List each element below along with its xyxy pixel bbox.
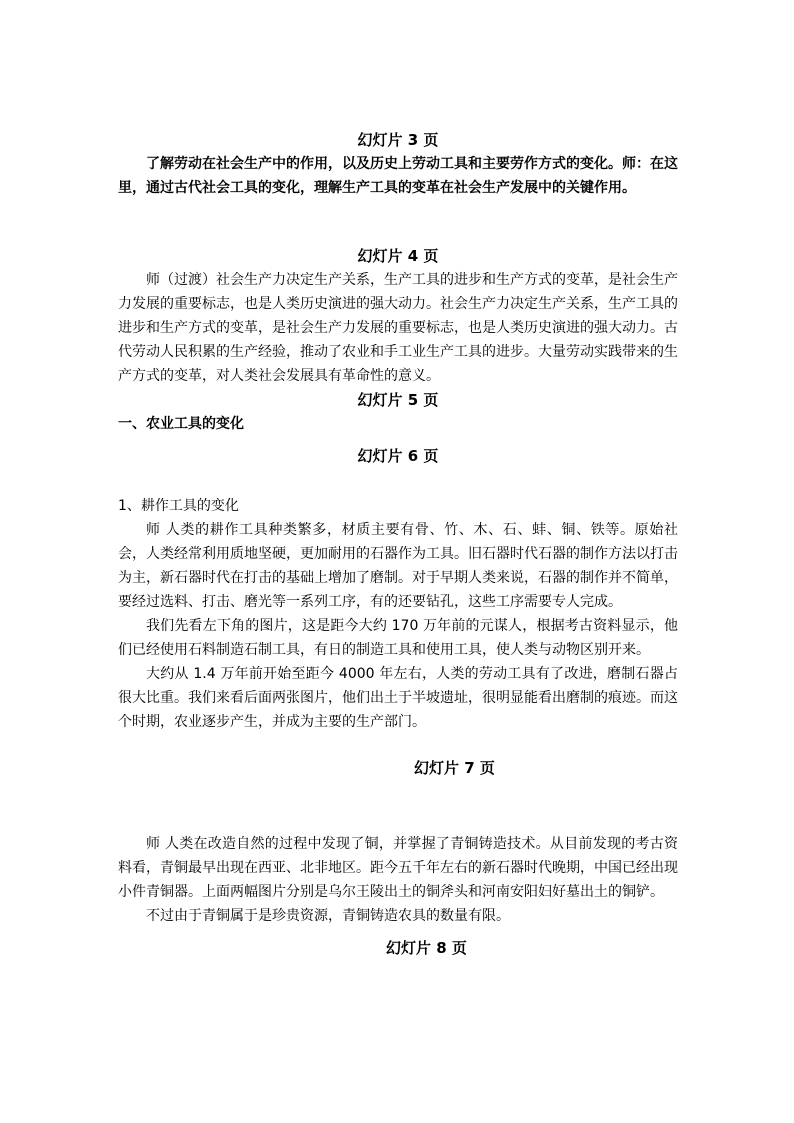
slide-7-paragraph-2: 不过由于青铜属于是珍贵资源，青铜铸造农具的数量有限。	[146, 908, 510, 924]
slide-7-paragraph-1: 师 人类在改造自然的过程中发现了铜，并掌握了青铜铸造技术。从目前发现的考古资料看，青铜最早出现在西亚、北非地区。距今五千年左右的新石器时代晚期，中国已经出现小件青铜器。上面两幅图片分别是乌尔王陵出土的铜斧头和河南安阳妇好墓出土的铜铲。	[118, 836, 678, 900]
slide-3-heading: 幻灯片 3 页	[357, 131, 439, 149]
slide-6-paragraph-1: 师 人类的耕作工具种类繁多，材质主要有骨、竹、木、石、蚌、铜、铁等。原始社会，人类经常利用质地坚硬，更加耐用的石器作为工具。旧石器时代石器的制作方法以打击为主，新石器时代在打击的基础上增加了磨制。对于早期人类来说，石器的制作并不简单，要经过选料、打击、磨光等一系列工序，有的还要钻孔，这些工序需要专人完成。	[118, 522, 678, 610]
slide-8-heading: 幻灯片 8 页	[386, 939, 467, 957]
slide-5-heading: 幻灯片 5 页	[357, 391, 439, 409]
slide-6-paragraph-3: 大约从 1.4 万年前开始至距今 4000 年左右，人类的劳动工具有了改进，磨制石器占很大比重。我们来看后面两张图片，他们出土于半坡遗址，很明显能看出磨制的痕迹。而这个时期，农业逐步产生，并成为主要的生产部门。	[118, 666, 678, 730]
slide-7-heading: 幻灯片 7 页	[414, 759, 495, 777]
slide-3-paragraph: 了解劳动在社会生产中的作用，以及历史上劳动工具和主要劳作方式的变化。师：在这里，通过古代社会工具的变化，理解生产工具的变革在社会生产发展中的关键作用。	[118, 156, 678, 196]
slide-6-paragraph-2: 我们先看左下角的图片，这是距今大约 170 万年前的元谋人，根据考古资料显示，他们已经使用石料制造石制工具，有日的制造工具和使用工具，使人类与动物区别开来。	[118, 618, 678, 658]
slide-6-heading: 幻灯片 6 页	[357, 447, 439, 465]
subsection-farming-tools: 1、耕作工具的变化	[118, 498, 239, 514]
document-body	[118, 128, 678, 960]
section-agricultural-tools: 一、农业工具的变化	[118, 416, 244, 432]
slide-4-heading: 幻灯片 4 页	[357, 247, 439, 265]
slide-4-paragraph: 师（过渡）社会生产力决定生产关系，生产工具的进步和生产方式的变革，是社会生产力发展的重要标志，也是人类历史演进的强大动力。社会生产力决定生产关系，生产工具的进步和生产方式的变革，是社会生产力发展的重要标志，也是人类历史演进的强大动力。古代劳动人民积累的生产经验，推动了农业和手工业生产工具的进步。大量劳动实践带来的生产方式的变革，对人类社会发展具有革命性的意义。	[118, 272, 678, 384]
